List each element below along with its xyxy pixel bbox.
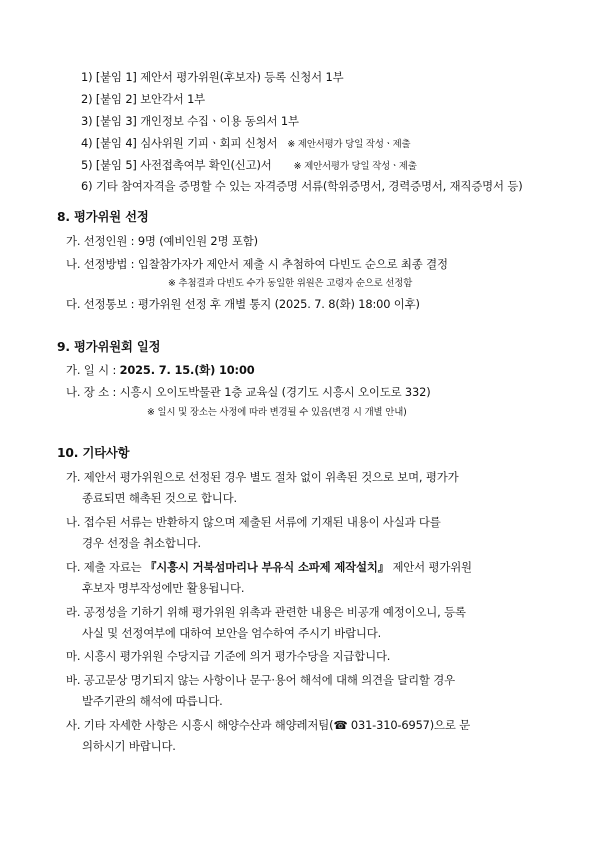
section-8-item-ga: 가. 선정인원 : 9명 (예비인원 2명 포함) xyxy=(66,234,258,248)
section-10-ba-line2: 발주기관의 해석에 따릅니다. xyxy=(82,694,223,708)
attachment-item-4 xyxy=(81,135,410,153)
section-10-da-project-name: 『시흥시 거북섬마리나 부유식 소파제 제작설치』 xyxy=(145,560,389,574)
attachment-item-5-note: ※ 제안서평가 당일 작성ㆍ제출 xyxy=(293,161,417,172)
attachment-item-5 xyxy=(81,157,417,175)
section-10-da-prefix: 다. 제출 자료는 xyxy=(66,560,146,574)
section-10-sa-line2: 의하시기 바랍니다. xyxy=(82,739,176,753)
attachment-item-1: 1) [붙임 1] 제안서 평가위원(후보자) 등록 신청서 1부 xyxy=(81,70,344,84)
section-10-ma-line1: 마. 시흥시 평가위원 수당지급 기준에 의거 평가수당을 지급합니다. xyxy=(66,649,391,663)
section-10-na-line1: 나. 접수된 서류는 반환하지 않으며 제출된 서류에 기재된 내용이 사실과 다를 xyxy=(66,515,441,529)
section-10-ga-line1: 가. 제안서 평가위원으로 선정된 경우 별도 절차 없이 위촉된 것으로 보며, 평가가 xyxy=(66,470,459,484)
section-10-ra-line1: 라. 공정성을 기하기 위해 평가위원 위촉과 관련한 내용은 비공개 예정이오니, 등록 xyxy=(66,605,466,619)
attachment-item-6: 6) 기타 참여자격을 증명할 수 있는 자격증명 서류(학위증명서, 경력증명서, 재직증명서 등) xyxy=(81,179,523,193)
attachment-item-4-note: ※ 제안서평가 당일 작성ㆍ제출 xyxy=(287,139,411,150)
section-9-note: ※ 일시 및 장소는 사정에 따라 변경될 수 있음(변경 시 개별 안내) xyxy=(147,407,407,418)
section-10-title: 10. 기타사항 xyxy=(57,446,130,460)
attachment-item-5-text: 5) [붙임 5] 사전접촉여부 확인(신고)서 xyxy=(81,158,272,172)
section-10-ba-line1: 바. 공고문상 명기되지 않는 사항이나 문구·용어 해석에 대해 의견을 달리할 경우 xyxy=(66,673,455,687)
section-9-date-value: 2025. 7. 15.(화) 10:00 xyxy=(119,363,255,377)
section-10-da-suffix: 제안서 평가위원 xyxy=(388,560,472,574)
section-10-sa-line1: 사. 기타 자세한 사항은 시흥시 해양수산과 해양레저팀(☎ 031-310-6957)으로 문 xyxy=(66,718,471,732)
section-9-item-ga xyxy=(66,362,255,378)
section-10-ga-line2: 종료되면 해촉된 것으로 합니다. xyxy=(82,491,237,505)
section-10-na-line2: 경우 선정을 취소합니다. xyxy=(82,536,201,550)
section-8-title: 8. 평가위원 선정 xyxy=(57,210,149,224)
section-10-da-line2: 후보자 명부작성에만 활용됩니다. xyxy=(82,581,245,595)
section-9-title: 9. 평가위원회 일정 xyxy=(57,340,161,354)
attachment-item-3: 3) [붙임 3] 개인정보 수집ㆍ이용 동의서 1부 xyxy=(81,114,299,128)
section-10-da-line1 xyxy=(66,559,472,575)
section-8-item-na: 나. 선정방법 : 입찰참가자가 제안서 제출 시 추첨하여 다빈도 순으로 최종 결정 xyxy=(66,257,448,271)
section-10-ra-line2: 사실 및 선정여부에 대하여 보안을 엄수하여 주시기 바랍니다. xyxy=(82,626,382,640)
section-8-item-da: 다. 선정통보 : 평가위원 선정 후 개별 통지 (2025. 7. 8(화) 18:00 이후) xyxy=(66,297,420,311)
attachment-item-4-text: 4) [붙임 4] 심사위원 기피ㆍ회피 신청서 xyxy=(81,136,278,150)
section-9-date-label: 가. 일 시 : xyxy=(66,363,120,377)
attachment-item-2: 2) [붙임 2] 보안각서 1부 xyxy=(81,92,206,106)
section-9-item-na: 나. 장 소 : 시흥시 오이도박물관 1층 교육실 (경기도 시흥시 오이도로 332) xyxy=(66,385,431,399)
section-8-item-na-note: ※ 추첨결과 다빈도 수가 동일한 위원은 고령자 순으로 선정함 xyxy=(168,278,413,289)
